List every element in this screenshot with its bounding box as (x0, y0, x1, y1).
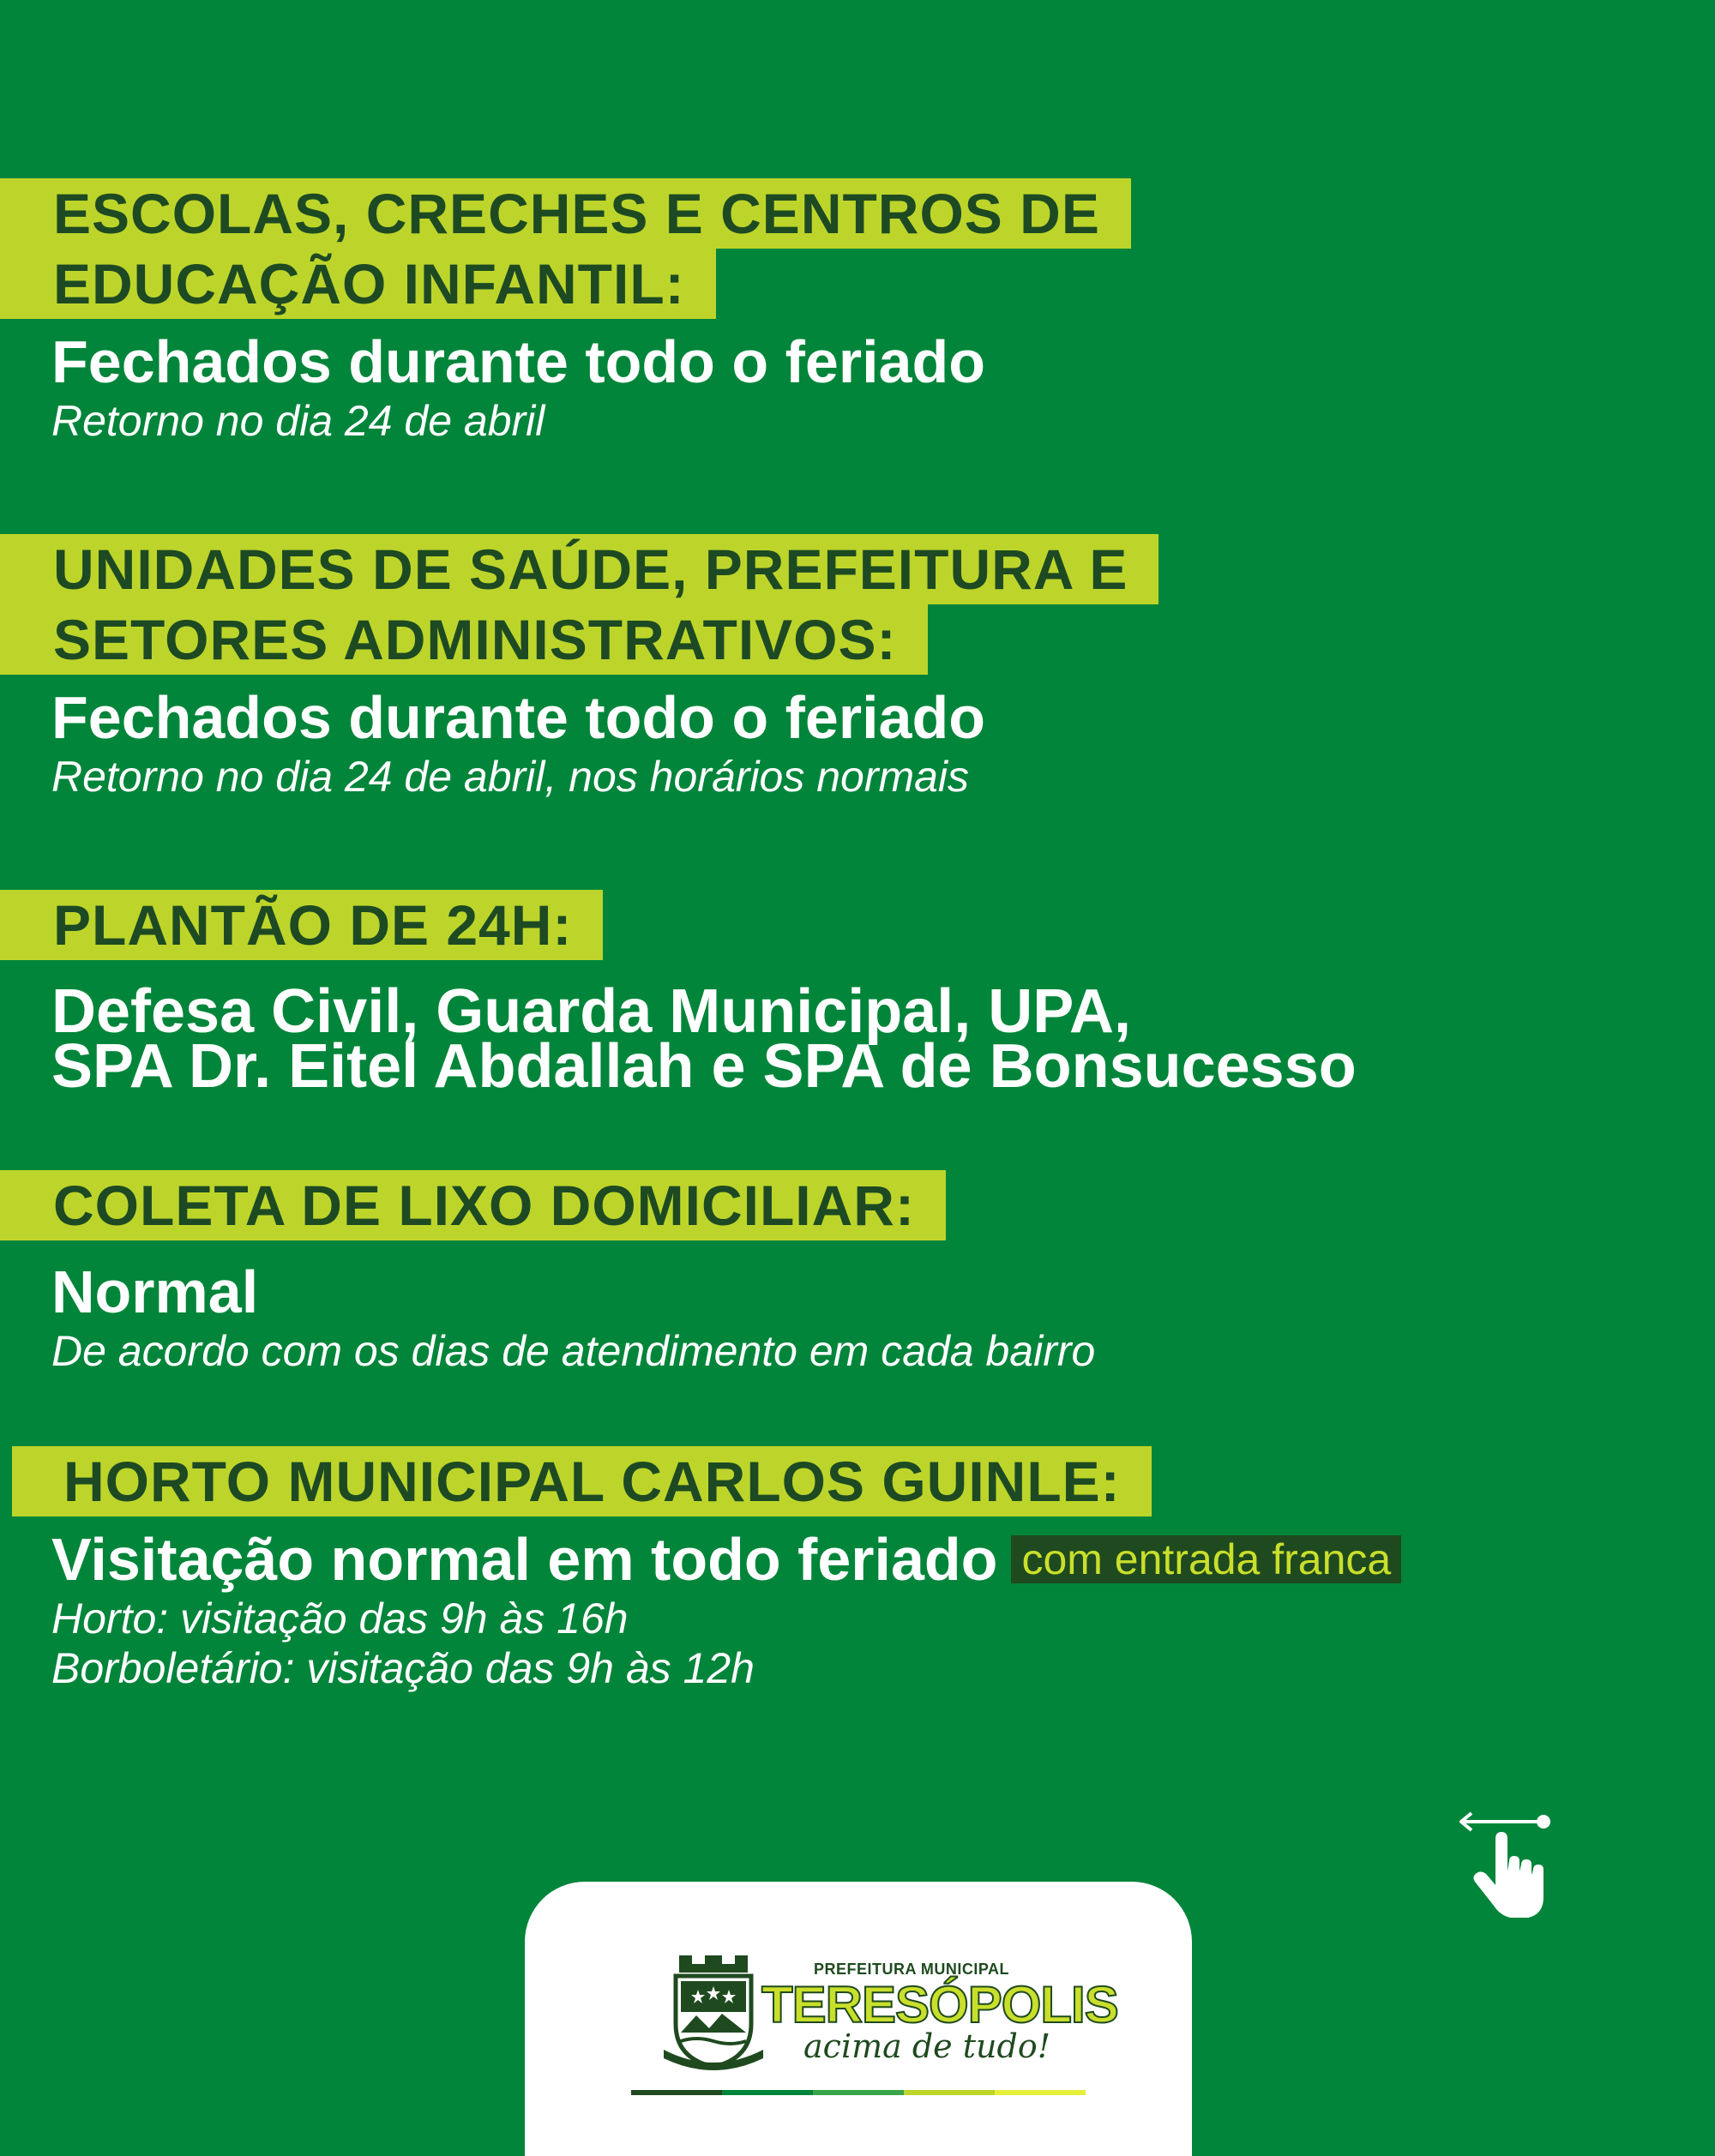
section-heading-line: ESCOLAS, CRECHES E CENTROS DE (0, 178, 1131, 249)
swipe-left-hand-icon (1458, 1805, 1561, 1925)
section-detail: Borboletário: visitação das 9h às 12h (51, 1644, 755, 1692)
logo-city-name: TERESÓPOLIS (761, 1976, 1118, 2033)
section-status-line: Defesa Civil, Guarda Municipal, UPA, (51, 977, 1131, 1046)
section-status-text: Visitação normal em todo feriado (51, 1526, 998, 1593)
section-detail: Horto: visitação das 9h às 16h (51, 1594, 629, 1643)
section-status: Fechados durante todo o feriado (51, 684, 985, 751)
logo-color-bar (631, 2090, 1086, 2095)
section-status (51, 1525, 1715, 1594)
section-detail: Retorno no dia 24 de abril, nos horários normais (51, 753, 970, 801)
logo-top-text: PREFEITURA MUNICIPAL (814, 1961, 1009, 1978)
section-saude (0, 534, 1715, 802)
logo-card (525, 1882, 1192, 2156)
section-escolas (0, 178, 1715, 446)
section-status: Fechados durante todo o feriado (51, 328, 985, 395)
city-crest-icon (662, 1947, 765, 2075)
section-heading-line: EDUCAÇÃO INFANTIL: (0, 249, 716, 319)
section-heading-line: PLANTÃO DE 24H: (0, 890, 603, 960)
section-plantao (0, 890, 1715, 1101)
section-status-line: SPA Dr. Eitel Abdallah e SPA de Bonsucesso (51, 1032, 1357, 1101)
section-heading-line: HORTO MUNICIPAL CARLOS GUINLE: (12, 1446, 1152, 1516)
section-detail: Retorno no dia 24 de abril (51, 397, 545, 445)
free-entry-badge: com entrada franca (1011, 1535, 1401, 1583)
section-heading-line: SETORES ADMINISTRATIVOS: (0, 604, 928, 675)
section-heading-line: COLETA DE LIXO DOMICILIAR: (0, 1170, 946, 1240)
section-horto (0, 1446, 1715, 1693)
section-detail: De acordo com os dias de atendimento em cada bairro (51, 1327, 1096, 1375)
section-heading-line: UNIDADES DE SAÚDE, PREFEITURA E (0, 534, 1158, 604)
section-coleta (0, 1170, 1715, 1376)
section-status: Normal (51, 1258, 259, 1325)
logo-slogan: acima de tudo! (803, 2027, 1050, 2065)
